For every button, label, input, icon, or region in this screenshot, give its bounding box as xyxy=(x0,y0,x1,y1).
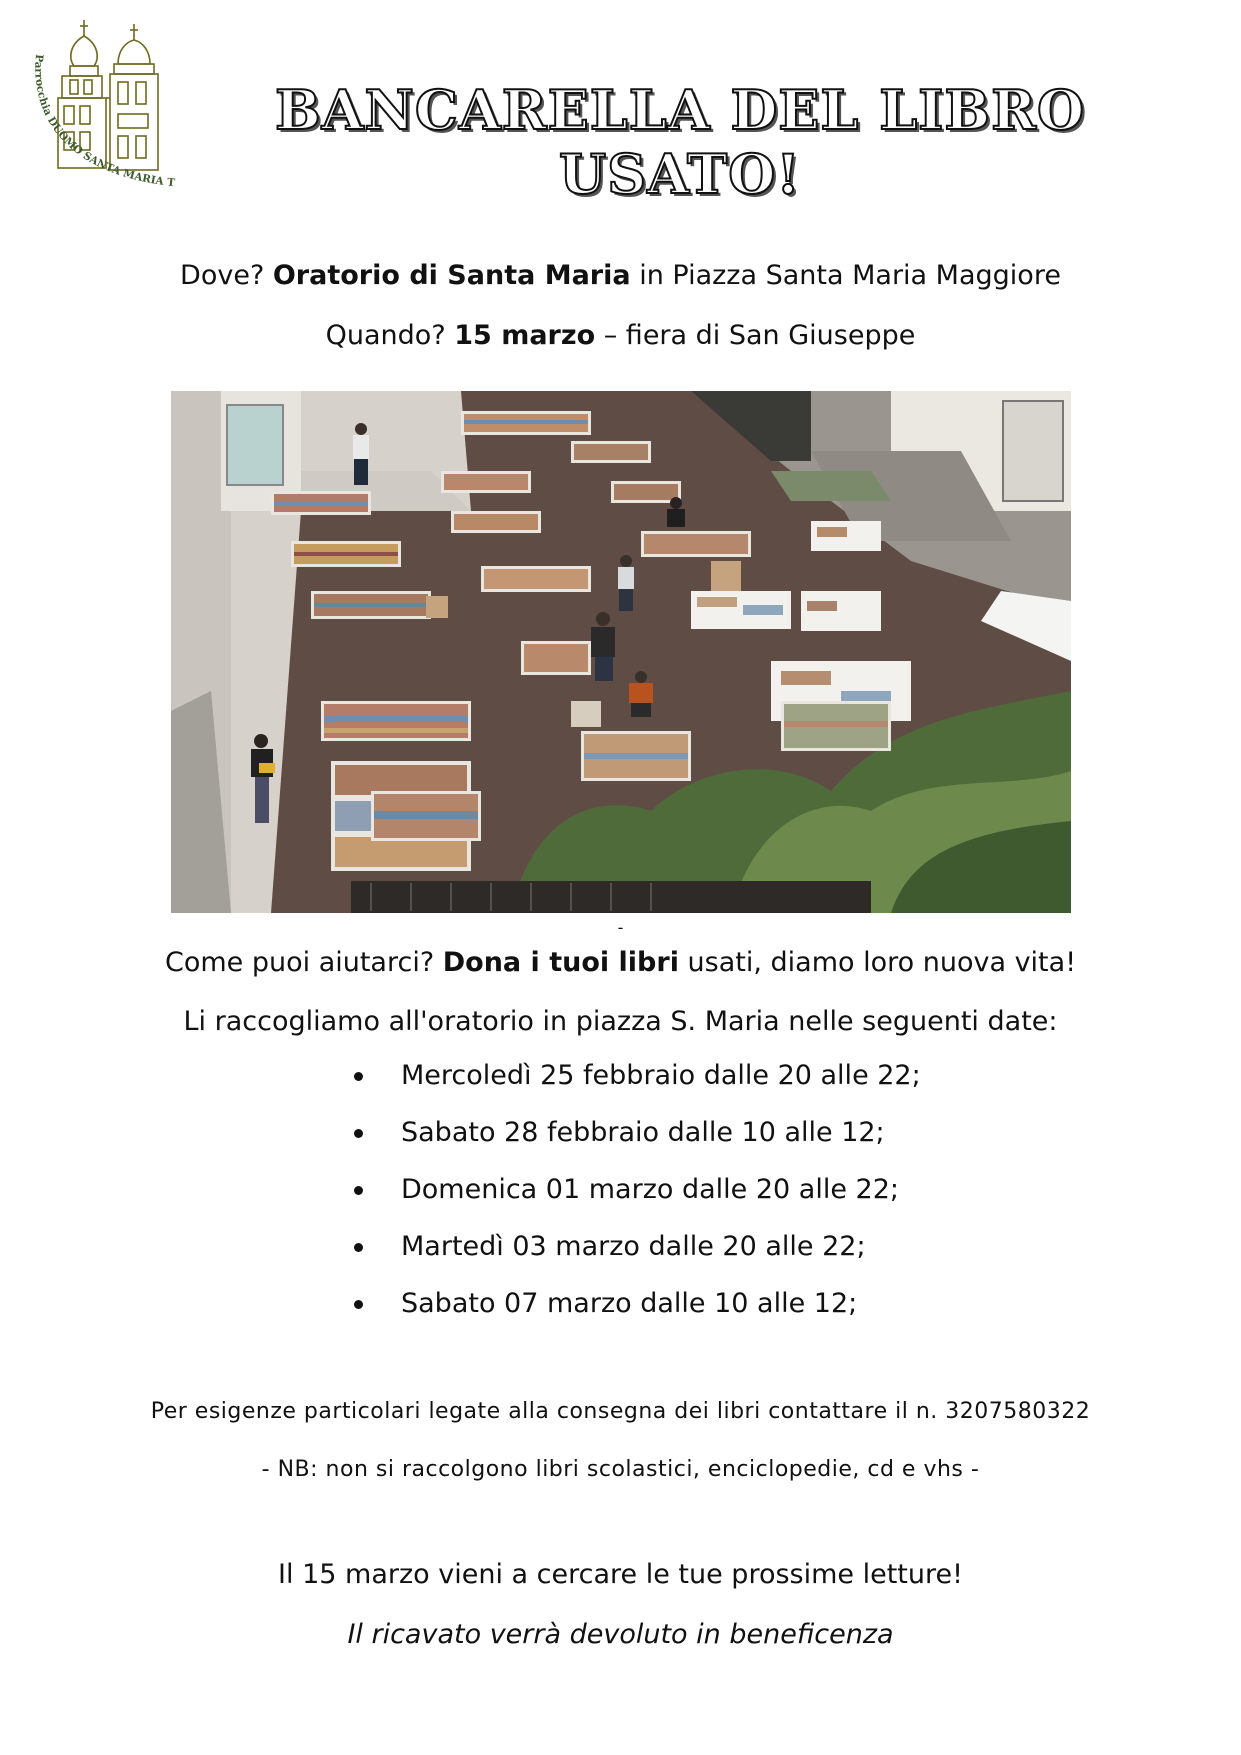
collect-intro: Li raccogliamo all'oratorio in piazza S. Maria nelle seguenti date: xyxy=(183,1006,1058,1037)
where-line xyxy=(0,258,1241,294)
logo-arc-text: Parrocchia DUOMO SANTA MARIA T xyxy=(32,53,175,190)
contact-line: Per esigenze particolari legate alla consegna dei libri contattare il n. 3207580322 xyxy=(150,1399,1091,1424)
collection-dates-list xyxy=(350,1058,921,1343)
date-text: Sabato 07 marzo dalle 10 alle 12; xyxy=(401,1288,858,1319)
date-text: Domenica 01 marzo dalle 20 alle 22; xyxy=(401,1174,899,1205)
page-title: BANCARELLA DEL LIBRO USATO! xyxy=(275,78,1085,206)
parish-logo xyxy=(22,14,184,196)
bullet-icon xyxy=(354,1186,363,1195)
help-line xyxy=(0,945,1241,981)
when-suffix: – fiera di San Giuseppe xyxy=(595,320,916,351)
note-line: - NB: non si raccolgono libri scolastici, enciclopedie, cd e vhs - xyxy=(261,1457,980,1482)
when-bold: 15 marzo xyxy=(454,320,596,351)
date-item xyxy=(350,1172,921,1229)
closing-line: Il 15 marzo vieni a cercare le tue prossime letture! xyxy=(278,1559,963,1590)
date-text: Sabato 28 febbraio dalle 10 alle 12; xyxy=(401,1117,885,1148)
help-prefix: Come puoi aiutarci? xyxy=(164,947,443,978)
bullet-icon xyxy=(354,1300,363,1309)
book-fair-photo xyxy=(171,391,1071,913)
bullet-icon xyxy=(354,1243,363,1252)
when-line xyxy=(0,318,1241,354)
date-text: Martedì 03 marzo dalle 20 alle 22; xyxy=(401,1231,866,1262)
date-item xyxy=(350,1286,921,1343)
date-item xyxy=(350,1058,921,1115)
date-text: Mercoledì 25 febbraio dalle 20 alle 22; xyxy=(401,1060,921,1091)
bullet-icon xyxy=(354,1129,363,1138)
where-prefix: Dove? xyxy=(180,260,273,291)
where-bold: Oratorio di Santa Maria xyxy=(272,260,631,291)
where-suffix: in Piazza Santa Maria Maggiore xyxy=(630,260,1061,291)
date-item xyxy=(350,1115,921,1172)
svg-text:Parrocchia DUOMO SANTA MARIA T xyxy=(22,14,176,189)
help-suffix: usati, diamo loro nuova vita! xyxy=(678,947,1077,978)
charity-line: Il ricavato verrà devoluto in beneficenza xyxy=(347,1619,894,1650)
help-bold: Dona i tuoi libri xyxy=(442,947,679,978)
bullet-icon xyxy=(354,1072,363,1081)
separator: - xyxy=(617,918,624,937)
date-item xyxy=(350,1229,921,1286)
when-prefix: Quando? xyxy=(325,320,455,351)
